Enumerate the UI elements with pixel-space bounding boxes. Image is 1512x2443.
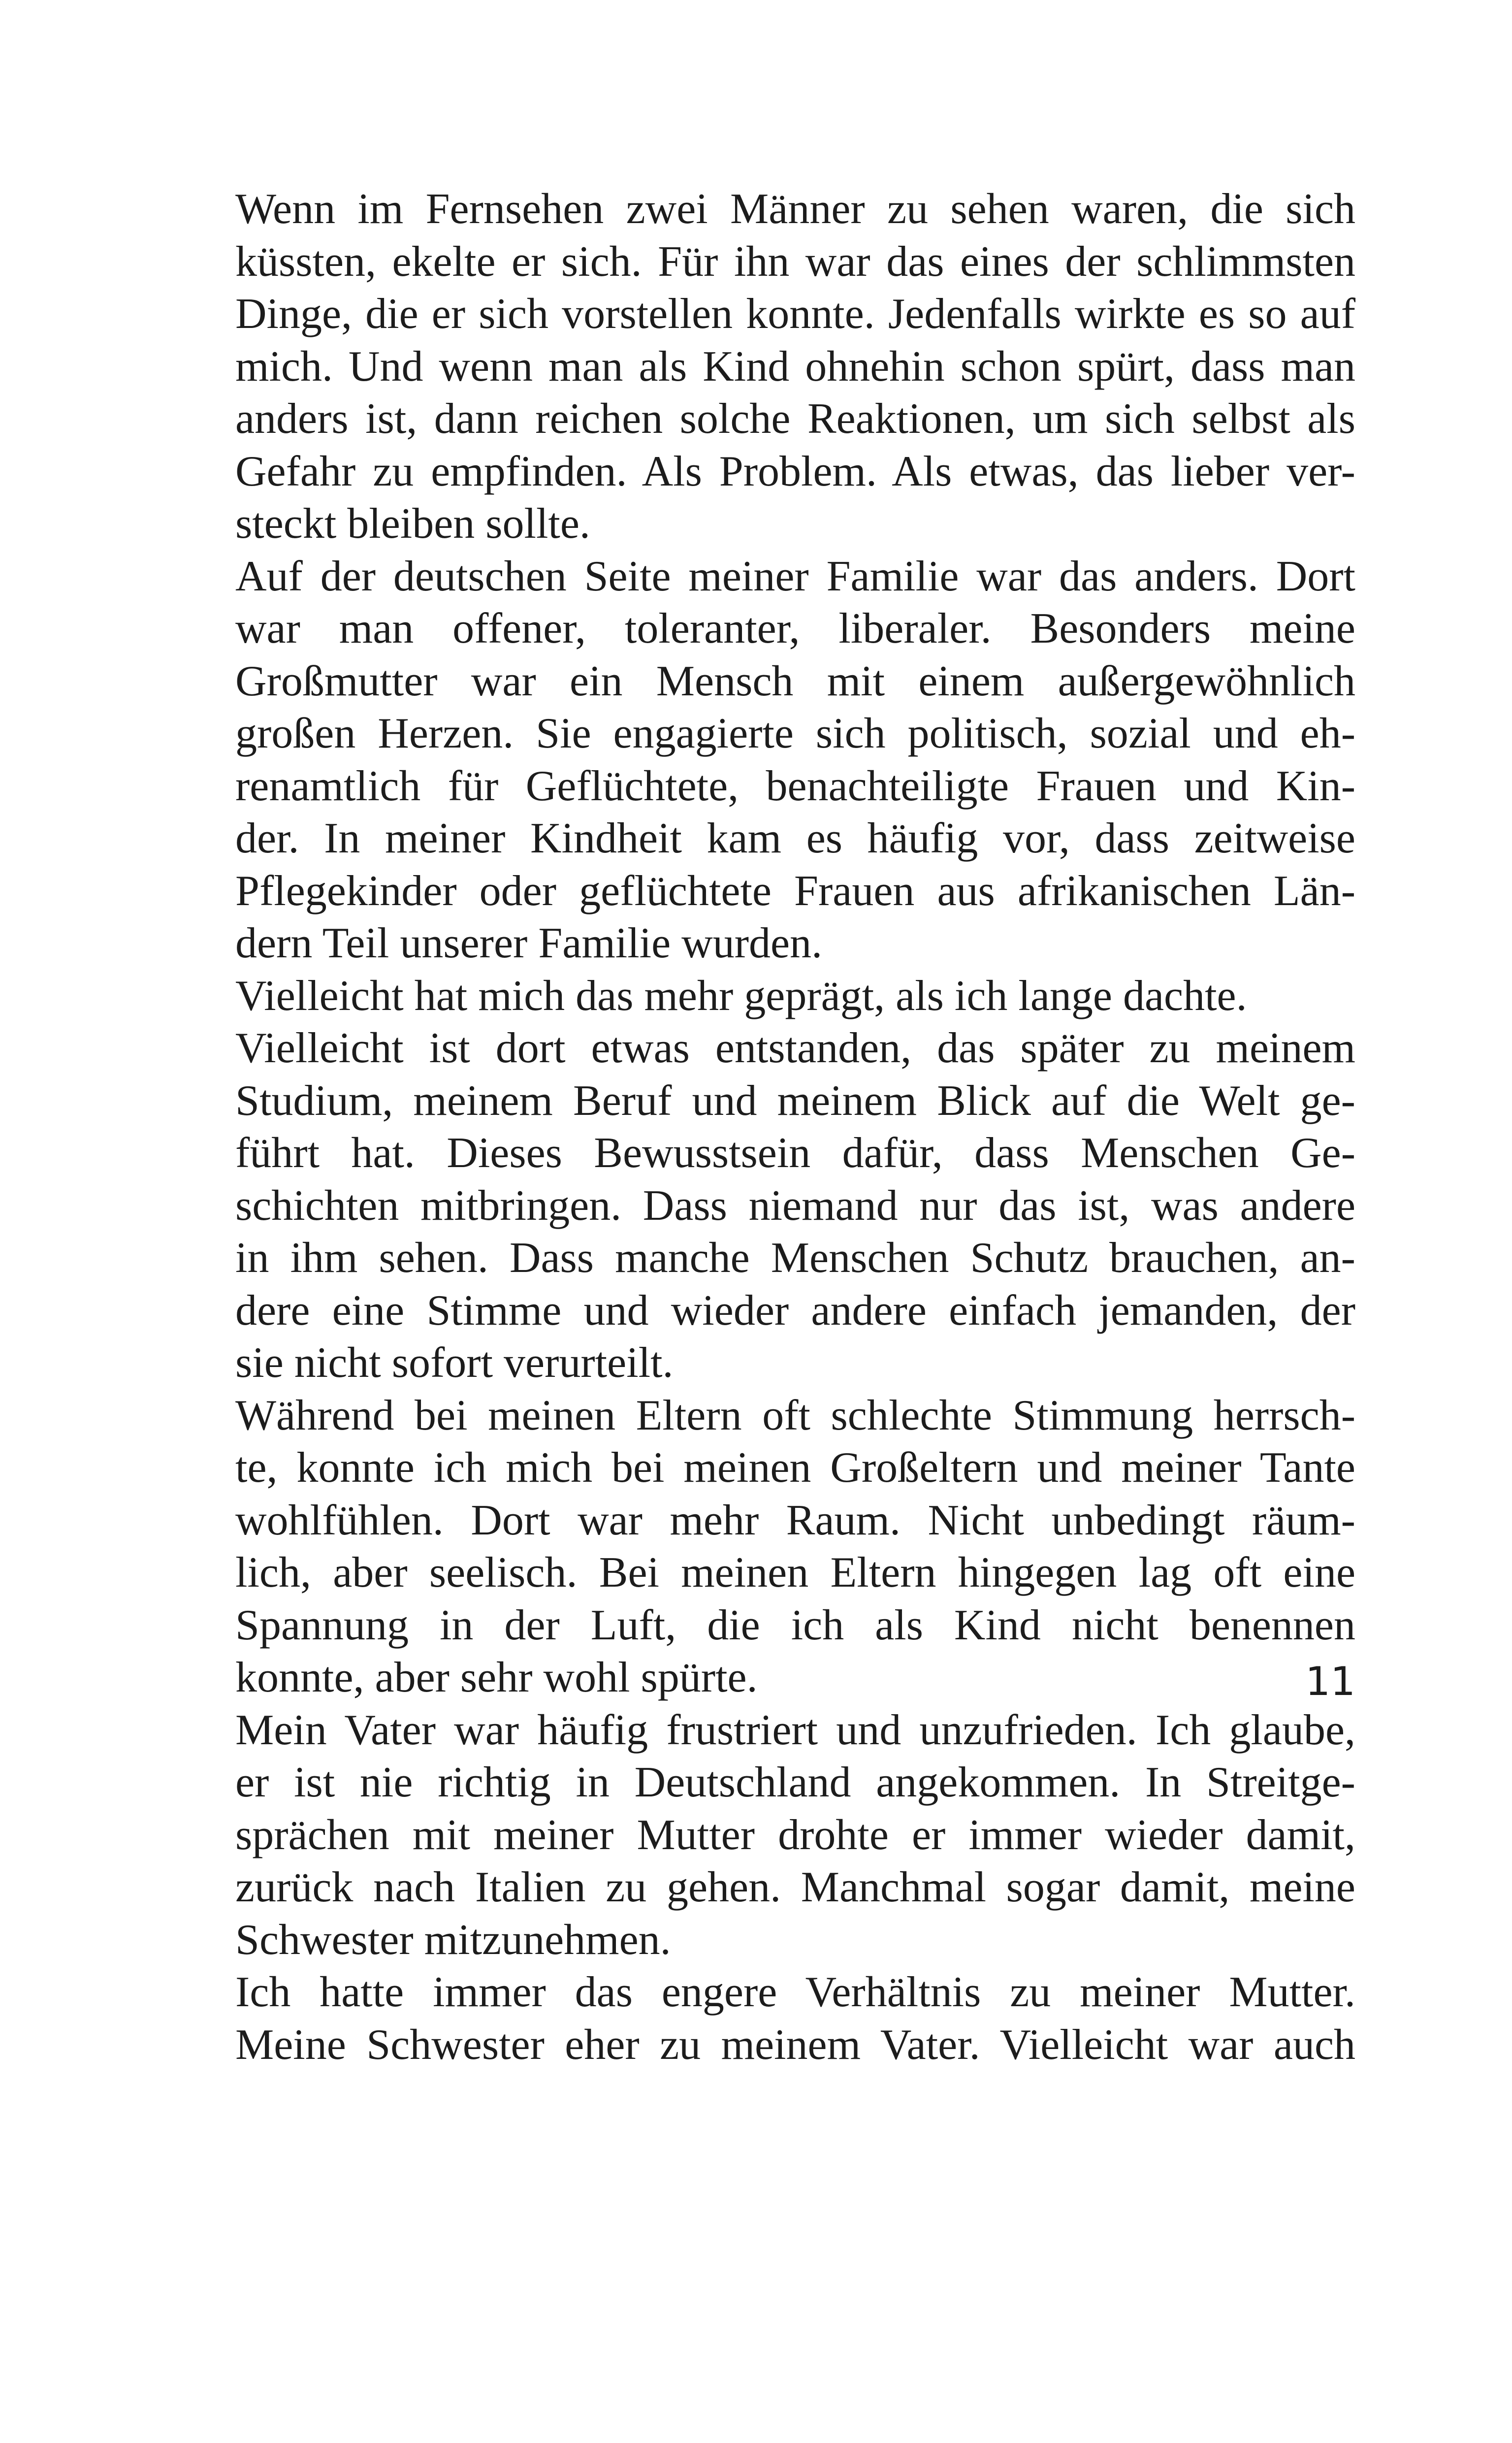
text-line: steckt bleiben sollte.: [235, 500, 590, 548]
text-line: Während bei meinen Eltern oft schlechte Stimmung herrsch-: [235, 1391, 1355, 1439]
text-line: Ich hatte immer das engere Verhältnis zu meiner Mutter.: [235, 1968, 1355, 2016]
text-line: Spannung in der Luft, die ich als Kind nicht benennen: [235, 1601, 1355, 1649]
text-line: dere eine Stimme und wieder andere einfach jemanden, der: [235, 1286, 1355, 1335]
text-line: in ihm sehen. Dass manche Menschen Schutz brauchen, an-: [235, 1234, 1355, 1282]
text-line: großen Herzen. Sie engagierte sich politisch, sozial und eh-: [235, 710, 1355, 757]
text-line: war man offener, toleranter, liberaler. Besonders meine: [235, 605, 1355, 652]
page-number: 11: [1305, 1659, 1355, 1704]
text-line: er ist nie richtig in Deutschland angekommen. In Streitge-: [235, 1759, 1355, 1806]
text-line: Schwester mitzunehmen.: [235, 1916, 671, 1964]
paragraph: [235, 551, 1355, 970]
text-line: führt hat. Dieses Bewusstsein dafür, dass Menschen Ge-: [235, 1129, 1355, 1177]
text-line: sie nicht sofort verurteilt.: [235, 1339, 674, 1387]
text-line: küssten, ekelte er sich. Für ihn war das eines der schlimmsten: [235, 237, 1355, 286]
text-line: Dinge, die er sich vorstellen konnte. Jedenfalls wirkte es so auf: [235, 290, 1355, 338]
paragraph: [235, 1022, 1355, 1390]
text-line: Vielleicht hat mich das mehr geprägt, als ich lange dachte.: [235, 972, 1247, 1020]
paragraph: [235, 1704, 1355, 1967]
paragraph: [235, 1966, 1355, 2071]
text-line: wohlfühlen. Dort war mehr Raum. Nicht unbedingt räum-: [235, 1496, 1355, 1544]
text-line: Meine Schwester eher zu meinem Vater. Vielleicht war auch: [235, 2020, 1355, 2069]
text-line: Wenn im Fernsehen zwei Männer zu sehen waren, die sich: [235, 185, 1355, 233]
text-line: konnte, aber sehr wohl spürte.: [235, 1654, 758, 1701]
text-line: sprächen mit meiner Mutter drohte er immer wieder damit,: [235, 1811, 1355, 1859]
text-line: dern Teil unserer Familie wurden.: [235, 919, 823, 967]
text-line: Gefahr zu empfinden. Als Problem. Als etwas, das lieber ver-: [235, 447, 1355, 495]
text-line: Großmutter war ein Mensch mit einem außergewöhnlich: [235, 657, 1355, 705]
text-line: mich. Und wenn man als Kind ohnehin schon spürt, dass man: [235, 342, 1355, 391]
text-line: schichten mitbringen. Dass niemand nur das ist, was andere: [235, 1181, 1355, 1230]
paragraph: [235, 183, 1355, 551]
body-text: [235, 183, 1355, 2071]
text-line: Studium, meinem Beruf und meinem Blick auf die Welt ge-: [235, 1076, 1355, 1125]
text-line: Mein Vater war häufig frustriert und unzufrieden. Ich glaube,: [235, 1706, 1355, 1754]
text-line: Auf der deutschen Seite meiner Familie war das anders. Dort: [235, 552, 1355, 600]
text-line: Vielleicht ist dort etwas entstanden, das später zu meinem: [235, 1024, 1355, 1072]
paragraph: [235, 970, 1355, 1023]
text-line: lich, aber seelisch. Bei meinen Eltern hingegen lag oft eine: [235, 1549, 1355, 1596]
text-line: renamtlich für Geflüchtete, benachteiligte Frauen und Kin-: [235, 762, 1355, 810]
text-line: anders ist, dann reichen solche Reaktionen, um sich selbst als: [235, 395, 1355, 443]
paragraph: [235, 1390, 1355, 1704]
text-line: der. In meiner Kindheit kam es häufig vor, dass zeitweise: [235, 814, 1355, 862]
text-line: Pflegekinder oder geflüchtete Frauen aus afrikanischen Län-: [235, 867, 1355, 915]
text-line: zurück nach Italien zu gehen. Manchmal sogar damit, meine: [235, 1863, 1355, 1911]
text-line: te, konnte ich mich bei meinen Großeltern und meiner Tante: [235, 1444, 1355, 1492]
